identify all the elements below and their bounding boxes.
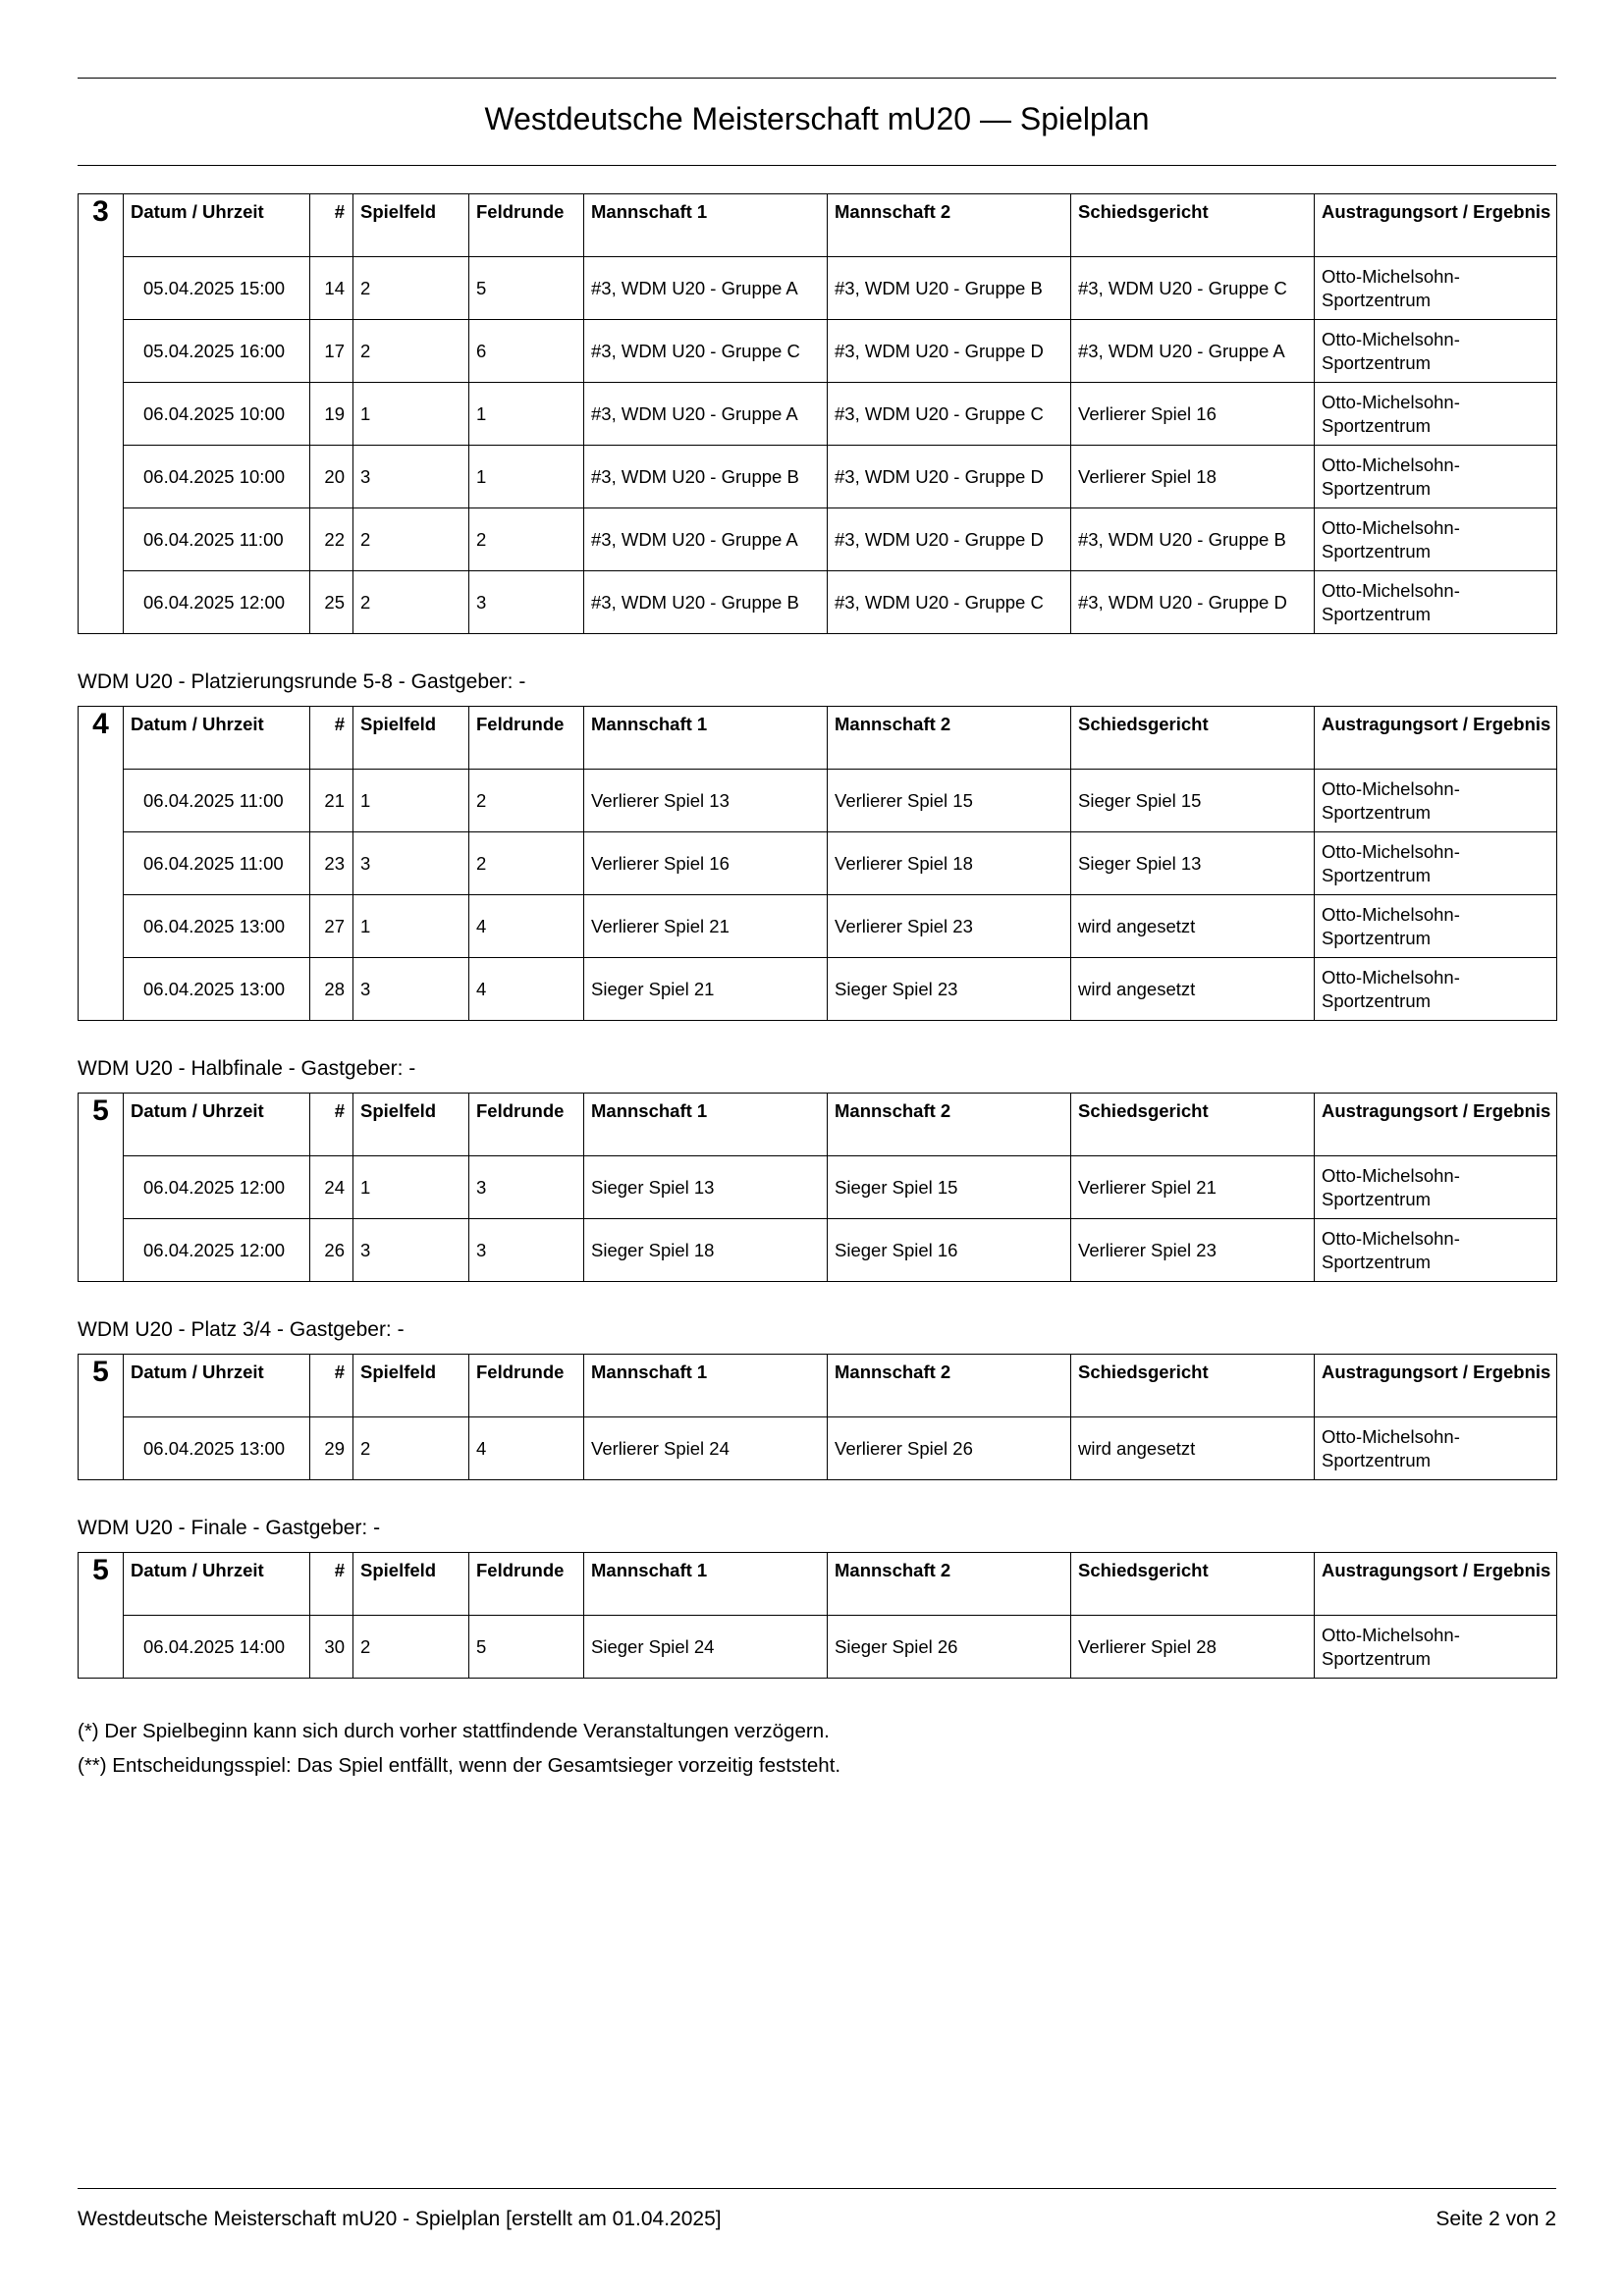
footnote: (*) Der Spielbeginn kann sich durch vorher stattfindende Veranstaltungen verzögern. [78, 1720, 830, 1742]
round-number: 3 [79, 194, 124, 634]
game-team1: Verlierer Spiel 13 [584, 770, 828, 832]
col-header-number: # [310, 707, 353, 770]
game-field: 1 [353, 1156, 469, 1219]
game-round: 6 [469, 320, 584, 383]
game-field: 2 [353, 1417, 469, 1480]
game-referee: Sieger Spiel 15 [1071, 770, 1315, 832]
game-team1: Verlierer Spiel 21 [584, 895, 828, 958]
table-row [79, 1616, 1557, 1679]
game-team2: Verlierer Spiel 23 [828, 895, 1071, 958]
game-number: 19 [310, 383, 353, 446]
table-row [79, 1156, 1557, 1219]
schedule-content [78, 193, 1556, 1783]
game-round: 1 [469, 446, 584, 508]
col-header-datetime: Datum / Uhrzeit [124, 1094, 310, 1156]
game-round: 2 [469, 770, 584, 832]
page-footer [78, 2188, 1556, 2238]
game-venue: Otto-Michelsohn-Sportzentrum [1315, 508, 1557, 571]
game-team2: Verlierer Spiel 18 [828, 832, 1071, 895]
col-header-datetime: Datum / Uhrzeit [124, 707, 310, 770]
schedule-table [78, 1354, 1557, 1480]
table-row [79, 1219, 1557, 1282]
game-round: 5 [469, 257, 584, 320]
schedule-table [78, 193, 1557, 634]
game-number: 20 [310, 446, 353, 508]
table-row [79, 895, 1557, 958]
table-row [79, 832, 1557, 895]
schedule-table [78, 1093, 1557, 1282]
col-header-team2: Mannschaft 2 [828, 1094, 1071, 1156]
game-team1: #3, WDM U20 - Gruppe A [584, 257, 828, 320]
game-field: 3 [353, 832, 469, 895]
col-header-venue: Austragungsort / Ergebnis [1315, 1355, 1557, 1417]
game-datetime: 06.04.2025 10:00 [124, 383, 310, 446]
game-referee: wird angesetzt [1071, 958, 1315, 1021]
col-header-round: Feldrunde [469, 1094, 584, 1156]
game-datetime: 06.04.2025 12:00 [124, 571, 310, 634]
game-field: 3 [353, 1219, 469, 1282]
col-header-venue: Austragungsort / Ergebnis [1315, 1553, 1557, 1616]
game-referee: Verlierer Spiel 16 [1071, 383, 1315, 446]
col-header-team1: Mannschaft 1 [584, 1094, 828, 1156]
game-field: 3 [353, 446, 469, 508]
game-team2: #3, WDM U20 - Gruppe C [828, 383, 1071, 446]
game-field: 1 [353, 383, 469, 446]
game-venue: Otto-Michelsohn-Sportzentrum [1315, 958, 1557, 1021]
col-header-team1: Mannschaft 1 [584, 194, 828, 257]
game-number: 30 [310, 1616, 353, 1679]
game-number: 23 [310, 832, 353, 895]
col-header-field: Spielfeld [353, 194, 469, 257]
game-team1: Sieger Spiel 13 [584, 1156, 828, 1219]
table-row [79, 1417, 1557, 1480]
game-team1: Verlierer Spiel 24 [584, 1417, 828, 1480]
col-header-team2: Mannschaft 2 [828, 1355, 1071, 1417]
game-team2: #3, WDM U20 - Gruppe D [828, 320, 1071, 383]
col-header-number: # [310, 1094, 353, 1156]
col-header-field: Spielfeld [353, 707, 469, 770]
game-round: 4 [469, 958, 584, 1021]
round-number: 5 [79, 1355, 124, 1480]
game-number: 25 [310, 571, 353, 634]
col-header-round: Feldrunde [469, 1355, 584, 1417]
game-referee: #3, WDM U20 - Gruppe D [1071, 571, 1315, 634]
game-datetime: 06.04.2025 11:00 [124, 832, 310, 895]
col-header-team2: Mannschaft 2 [828, 707, 1071, 770]
game-team2: Sieger Spiel 23 [828, 958, 1071, 1021]
game-number: 27 [310, 895, 353, 958]
table-row [79, 320, 1557, 383]
game-number: 29 [310, 1417, 353, 1480]
game-datetime: 06.04.2025 12:00 [124, 1156, 310, 1219]
game-referee: #3, WDM U20 - Gruppe C [1071, 257, 1315, 320]
game-field: 2 [353, 571, 469, 634]
game-team1: #3, WDM U20 - Gruppe B [584, 571, 828, 634]
col-header-team2: Mannschaft 2 [828, 194, 1071, 257]
col-header-venue: Austragungsort / Ergebnis [1315, 1094, 1557, 1156]
game-team1: #3, WDM U20 - Gruppe A [584, 383, 828, 446]
game-number: 22 [310, 508, 353, 571]
game-team1: Sieger Spiel 21 [584, 958, 828, 1021]
game-round: 2 [469, 832, 584, 895]
table-header-row [79, 194, 1557, 257]
game-referee: #3, WDM U20 - Gruppe B [1071, 508, 1315, 571]
game-round: 3 [469, 1219, 584, 1282]
game-team2: #3, WDM U20 - Gruppe D [828, 446, 1071, 508]
game-datetime: 05.04.2025 16:00 [124, 320, 310, 383]
col-header-referee: Schiedsgericht [1071, 1094, 1315, 1156]
game-number: 28 [310, 958, 353, 1021]
col-header-referee: Schiedsgericht [1071, 1553, 1315, 1616]
game-field: 2 [353, 508, 469, 571]
col-header-round: Feldrunde [469, 194, 584, 257]
game-team1: #3, WDM U20 - Gruppe A [584, 508, 828, 571]
game-field: 2 [353, 320, 469, 383]
col-header-referee: Schiedsgericht [1071, 707, 1315, 770]
table-header-row [79, 1355, 1557, 1417]
game-field: 1 [353, 770, 469, 832]
game-referee: Verlierer Spiel 18 [1071, 446, 1315, 508]
round-number: 5 [79, 1094, 124, 1282]
game-venue: Otto-Michelsohn-Sportzentrum [1315, 1417, 1557, 1480]
game-number: 21 [310, 770, 353, 832]
table-row [79, 571, 1557, 634]
game-team2: Verlierer Spiel 15 [828, 770, 1071, 832]
game-team2: Verlierer Spiel 26 [828, 1417, 1071, 1480]
game-round: 1 [469, 383, 584, 446]
game-team1: Sieger Spiel 18 [584, 1219, 828, 1282]
game-venue: Otto-Michelsohn-Sportzentrum [1315, 832, 1557, 895]
col-header-team1: Mannschaft 1 [584, 1553, 828, 1616]
page-header [78, 78, 1556, 166]
game-venue: Otto-Michelsohn-Sportzentrum [1315, 446, 1557, 508]
game-venue: Otto-Michelsohn-Sportzentrum [1315, 320, 1557, 383]
game-team1: #3, WDM U20 - Gruppe B [584, 446, 828, 508]
col-header-referee: Schiedsgericht [1071, 1355, 1315, 1417]
game-venue: Otto-Michelsohn-Sportzentrum [1315, 770, 1557, 832]
table-row [79, 257, 1557, 320]
footer-page-number: Seite 2 von 2 [1435, 2208, 1556, 2230]
schedule-table [78, 1552, 1557, 1679]
footnotes [78, 1714, 1556, 1783]
game-team2: Sieger Spiel 16 [828, 1219, 1071, 1282]
game-team1: Sieger Spiel 24 [584, 1616, 828, 1679]
game-venue: Otto-Michelsohn-Sportzentrum [1315, 571, 1557, 634]
game-team1: #3, WDM U20 - Gruppe C [584, 320, 828, 383]
round-number: 5 [79, 1553, 124, 1679]
footer-document-info: Westdeutsche Meisterschaft mU20 - Spielplan [erstellt am 01.04.2025] [78, 2208, 722, 2230]
game-round: 2 [469, 508, 584, 571]
col-header-datetime: Datum / Uhrzeit [124, 1355, 310, 1417]
game-datetime: 06.04.2025 11:00 [124, 508, 310, 571]
section-caption: WDM U20 - Halbfinale - Gastgeber: - [78, 1057, 416, 1080]
game-datetime: 06.04.2025 13:00 [124, 958, 310, 1021]
col-header-field: Spielfeld [353, 1553, 469, 1616]
col-header-team1: Mannschaft 1 [584, 1355, 828, 1417]
game-team2: #3, WDM U20 - Gruppe B [828, 257, 1071, 320]
game-round: 3 [469, 1156, 584, 1219]
game-number: 26 [310, 1219, 353, 1282]
game-referee: #3, WDM U20 - Gruppe A [1071, 320, 1315, 383]
game-datetime: 06.04.2025 12:00 [124, 1219, 310, 1282]
game-venue: Otto-Michelsohn-Sportzentrum [1315, 1616, 1557, 1679]
game-round: 4 [469, 895, 584, 958]
game-team2: #3, WDM U20 - Gruppe D [828, 508, 1071, 571]
col-header-venue: Austragungsort / Ergebnis [1315, 707, 1557, 770]
col-header-number: # [310, 1355, 353, 1417]
game-referee: Sieger Spiel 13 [1071, 832, 1315, 895]
col-header-venue: Austragungsort / Ergebnis [1315, 194, 1557, 257]
game-referee: wird angesetzt [1071, 895, 1315, 958]
table-header-row [79, 1094, 1557, 1156]
page-title: Westdeutsche Meisterschaft mU20 — Spielplan [484, 101, 1150, 136]
section-caption: WDM U20 - Platz 3/4 - Gastgeber: - [78, 1318, 405, 1341]
col-header-number: # [310, 1553, 353, 1616]
game-datetime: 06.04.2025 11:00 [124, 770, 310, 832]
game-venue: Otto-Michelsohn-Sportzentrum [1315, 1219, 1557, 1282]
table-row [79, 383, 1557, 446]
table-header-row [79, 707, 1557, 770]
col-header-field: Spielfeld [353, 1094, 469, 1156]
game-venue: Otto-Michelsohn-Sportzentrum [1315, 1156, 1557, 1219]
col-header-datetime: Datum / Uhrzeit [124, 1553, 310, 1616]
game-datetime: 06.04.2025 10:00 [124, 446, 310, 508]
table-row [79, 508, 1557, 571]
game-round: 3 [469, 571, 584, 634]
game-referee: Verlierer Spiel 23 [1071, 1219, 1315, 1282]
section-caption: WDM U20 - Platzierungsrunde 5-8 - Gastgeber: - [78, 670, 526, 693]
game-number: 17 [310, 320, 353, 383]
game-field: 1 [353, 895, 469, 958]
section-caption: WDM U20 - Finale - Gastgeber: - [78, 1517, 381, 1539]
game-venue: Otto-Michelsohn-Sportzentrum [1315, 895, 1557, 958]
document-page [78, 0, 1556, 2296]
round-number: 4 [79, 707, 124, 1021]
game-team1: Verlierer Spiel 16 [584, 832, 828, 895]
col-header-team2: Mannschaft 2 [828, 1553, 1071, 1616]
game-datetime: 05.04.2025 15:00 [124, 257, 310, 320]
game-venue: Otto-Michelsohn-Sportzentrum [1315, 383, 1557, 446]
table-row [79, 770, 1557, 832]
table-header-row [79, 1553, 1557, 1616]
col-header-number: # [310, 194, 353, 257]
game-team2: Sieger Spiel 15 [828, 1156, 1071, 1219]
col-header-field: Spielfeld [353, 1355, 469, 1417]
game-team2: #3, WDM U20 - Gruppe C [828, 571, 1071, 634]
game-field: 3 [353, 958, 469, 1021]
col-header-team1: Mannschaft 1 [584, 707, 828, 770]
game-team2: Sieger Spiel 26 [828, 1616, 1071, 1679]
game-number: 24 [310, 1156, 353, 1219]
col-header-datetime: Datum / Uhrzeit [124, 194, 310, 257]
game-referee: Verlierer Spiel 21 [1071, 1156, 1315, 1219]
game-field: 2 [353, 257, 469, 320]
table-row [79, 446, 1557, 508]
game-datetime: 06.04.2025 13:00 [124, 895, 310, 958]
game-venue: Otto-Michelsohn-Sportzentrum [1315, 257, 1557, 320]
col-header-round: Feldrunde [469, 1553, 584, 1616]
game-referee: wird angesetzt [1071, 1417, 1315, 1480]
game-datetime: 06.04.2025 13:00 [124, 1417, 310, 1480]
game-field: 2 [353, 1616, 469, 1679]
col-header-referee: Schiedsgericht [1071, 194, 1315, 257]
game-round: 5 [469, 1616, 584, 1679]
game-round: 4 [469, 1417, 584, 1480]
table-row [79, 958, 1557, 1021]
footnote: (**) Entscheidungsspiel: Das Spiel entfällt, wenn der Gesamtsieger vorzeitig feststeht. [78, 1754, 841, 1777]
schedule-table [78, 706, 1557, 1021]
game-referee: Verlierer Spiel 28 [1071, 1616, 1315, 1679]
game-datetime: 06.04.2025 14:00 [124, 1616, 310, 1679]
col-header-round: Feldrunde [469, 707, 584, 770]
game-number: 14 [310, 257, 353, 320]
